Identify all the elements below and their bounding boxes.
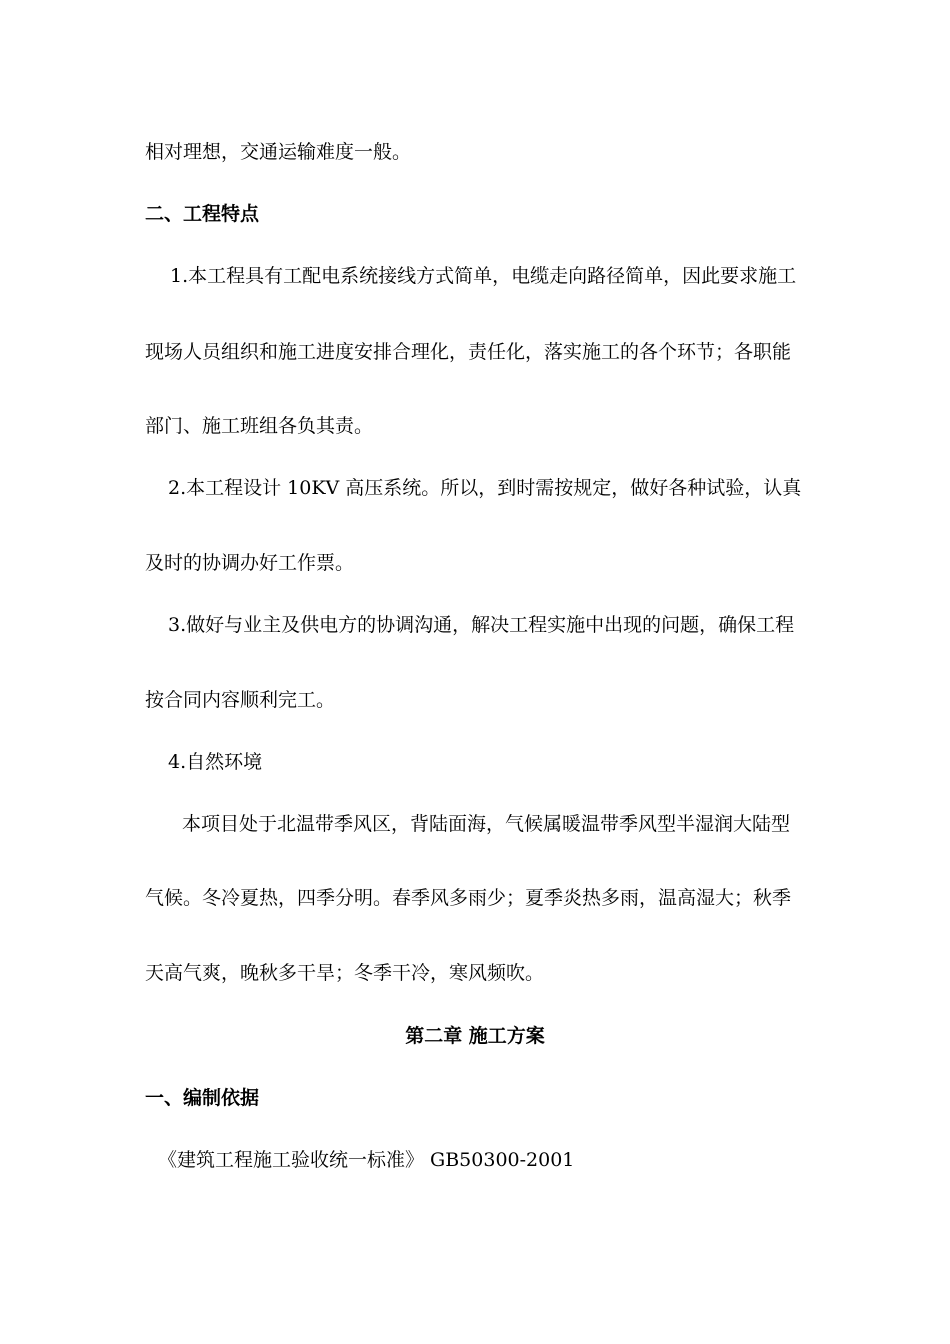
body-text-line: 相对理想，交通运输难度一般。 bbox=[145, 141, 412, 163]
body-text-line: 《建筑工程施工验收统一标准》 GB50300-2001 bbox=[158, 1149, 575, 1171]
body-text-line: 1.本工程具有工配电系统接线方式简单，电缆走向路径简单，因此要求施工 bbox=[170, 265, 797, 287]
body-text-line: 部门、施工班组各负其责。 bbox=[145, 415, 374, 437]
body-text-line: 本项目处于北温带季风区，背陆面海，气候属暖温带季风型半湿润大陆型 bbox=[182, 813, 791, 835]
body-text-line: 及时的协调办好工作票。 bbox=[145, 552, 355, 574]
body-text-line: 3.做好与业主及供电方的协调沟通，解决工程实施中出现的问题，确保工程 bbox=[168, 614, 795, 636]
body-text-line: 天高气爽，晚秋多干旱；冬季干冷，寒风频吹。 bbox=[145, 962, 545, 984]
body-text-line: 2.本工程设计 10KV 高压系统。所以，到时需按规定，做好各种试验，认真 bbox=[168, 477, 802, 499]
subsection-heading-environment: 4.自然环境 bbox=[168, 751, 263, 773]
body-text-line: 现场人员组织和施工进度安排合理化，责任化，落实施工的各个环节；各职能 bbox=[145, 341, 792, 363]
section-heading-basis: 一、编制依据 bbox=[145, 1087, 260, 1109]
section-heading-features: 二、工程特点 bbox=[145, 203, 260, 225]
body-text-line: 气候。冬冷夏热，四季分明。春季风多雨少；夏季炎热多雨，温高湿大；秋季 bbox=[145, 887, 792, 909]
chapter-title: 第二章 施工方案 bbox=[405, 1025, 545, 1047]
body-text-line: 按合同内容顺利完工。 bbox=[145, 689, 336, 711]
